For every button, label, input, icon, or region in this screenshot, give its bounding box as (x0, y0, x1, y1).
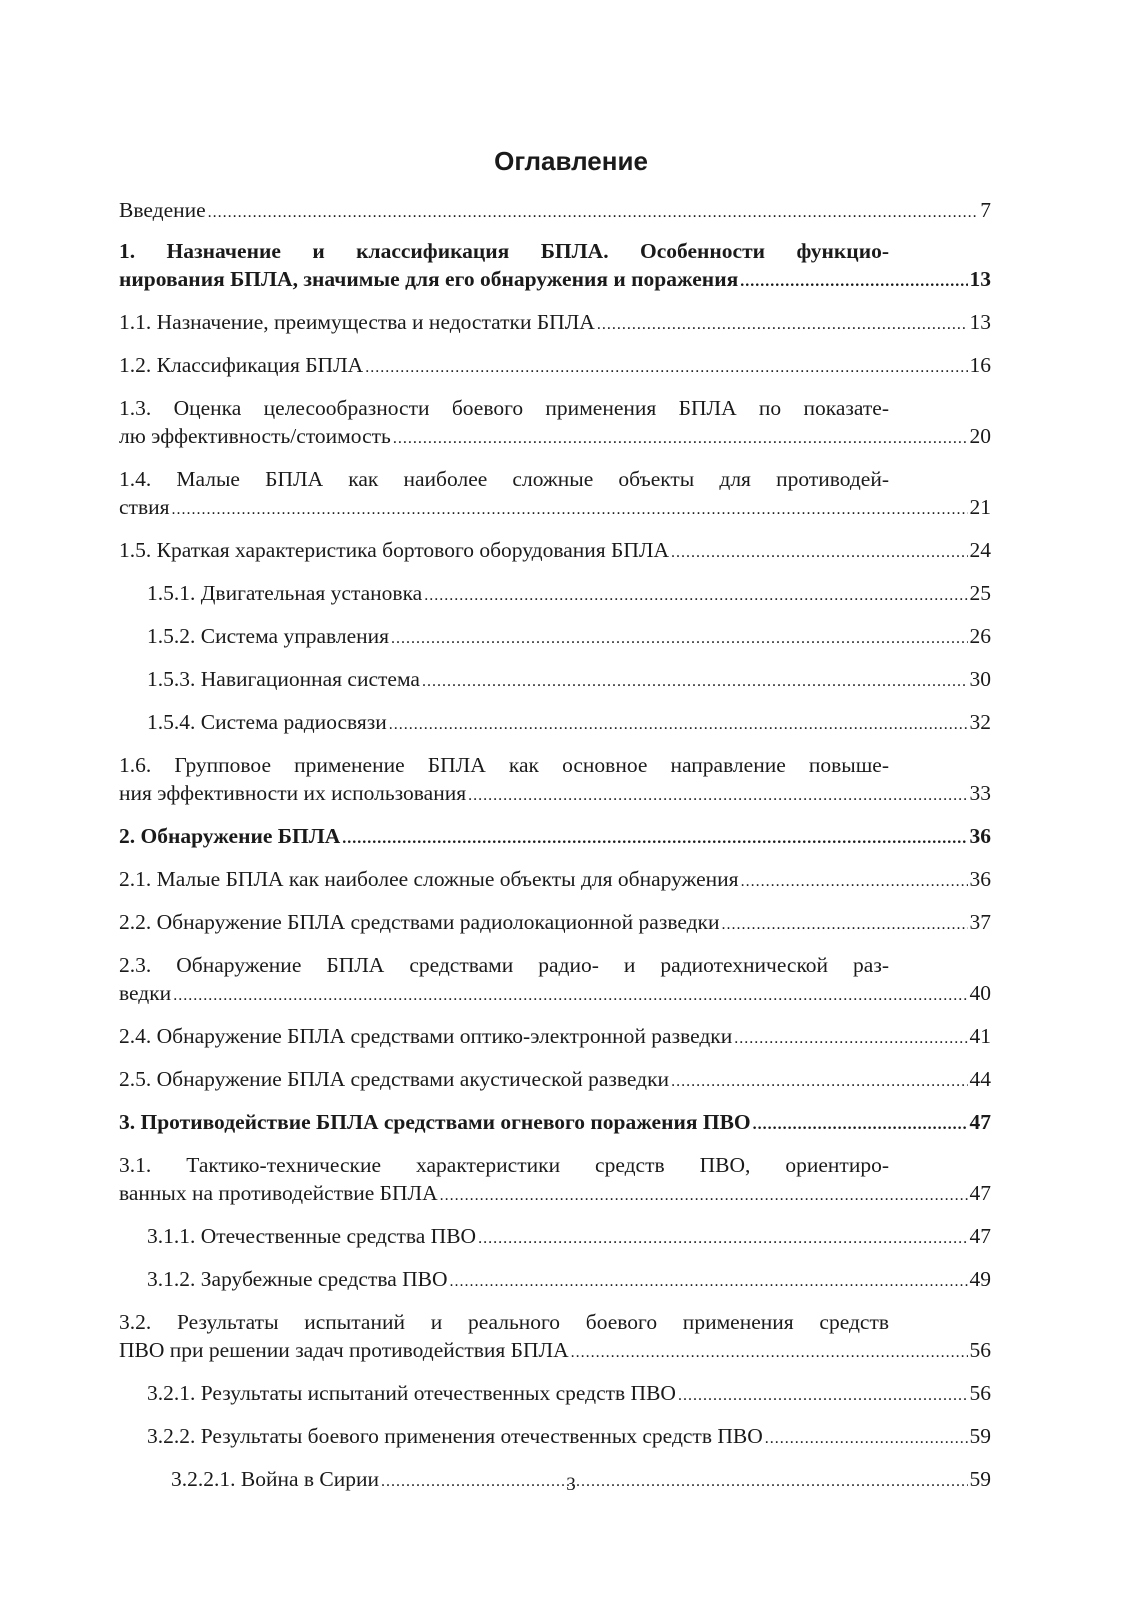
toc-entry-text: 1.6. Групповое применение БПЛА как основное направление повыше- (119, 753, 889, 777)
toc-page-number: 24 (969, 538, 991, 562)
toc-entry[interactable] (119, 1022, 991, 1053)
dot-leader (671, 536, 967, 567)
toc-page-number: 7 (980, 198, 991, 222)
toc-page-number: 13 (969, 310, 991, 334)
toc-page-number: 16 (969, 353, 991, 377)
toc-entry-text: 1.4. Малые БПЛА как наиболее сложные объекты для противодей- (119, 467, 889, 491)
dot-leader (173, 979, 967, 1010)
toc-page-number: 44 (969, 1067, 991, 1091)
toc-entry[interactable] (119, 465, 991, 524)
toc-entry[interactable] (119, 908, 991, 939)
toc-entry-line (119, 422, 991, 453)
toc-entry-text: 3.1.2. Зарубежные средства ПВО (147, 1267, 448, 1291)
dot-leader (172, 493, 968, 524)
page-number: 3 (566, 1474, 576, 1495)
toc-entry-text: лю эффективность/стоимость (119, 424, 391, 448)
toc-page-number: 59 (969, 1424, 991, 1448)
toc-entry-text: 1.5. Краткая характеристика бортового оборудования БПЛА (119, 538, 670, 562)
dot-leader (391, 622, 967, 653)
toc-entry[interactable] (119, 951, 991, 1010)
toc-entry-line (147, 665, 991, 696)
toc-entry-line (119, 1065, 991, 1096)
toc-page-number: 59 (969, 1467, 991, 1491)
toc-entry-line (119, 1336, 991, 1367)
toc-entry-text: 3.1. Тактико-технические характеристики средств ПВО, ориентиро- (119, 1153, 889, 1177)
toc-page-number: 36 (969, 824, 991, 848)
toc-entry-line (119, 1108, 991, 1139)
toc-entry[interactable] (119, 865, 991, 896)
toc-entry[interactable] (119, 1265, 991, 1296)
toc-page-number: 47 (969, 1181, 991, 1205)
page-title: Оглавление (494, 146, 648, 176)
toc-entry[interactable] (119, 1222, 991, 1253)
toc-entry[interactable] (119, 308, 991, 339)
toc-entry-line (147, 622, 991, 653)
dot-leader (440, 1179, 968, 1210)
toc-page-number: 21 (969, 495, 991, 519)
toc-entry-text: 3.2.1. Результаты испытаний отечественных средств ПВО (147, 1381, 676, 1405)
toc-entry-text: ПВО при решении задач противодействия БПЛА (119, 1338, 569, 1362)
toc-entry[interactable] (119, 822, 991, 853)
toc-page-number: 47 (969, 1224, 991, 1248)
dot-leader (678, 1379, 968, 1410)
toc-page-number: 40 (969, 981, 991, 1005)
toc-entry-line (147, 1222, 991, 1253)
toc-entry-text: 3.1.1. Отечественные средства ПВО (147, 1224, 477, 1248)
toc-entry-text: 2.2. Обнаружение БПЛА средствами радиолокационной разведки (119, 910, 720, 934)
toc-entry-text: ствия (119, 495, 170, 519)
dot-leader (365, 351, 967, 382)
dot-leader (597, 308, 968, 339)
toc-entry-line (119, 308, 991, 339)
toc-entry-text: 2.4. Обнаружение БПЛА средствами оптико-электронной разведки (119, 1024, 733, 1048)
toc-entry[interactable] (119, 351, 991, 382)
dot-leader (208, 196, 979, 227)
toc-entry-text: 2.1. Малые БПЛА как наиболее сложные объекты для обнаружения (119, 867, 739, 891)
toc-entry[interactable] (119, 237, 991, 296)
toc-entry-text: 1.5.3. Навигационная система (147, 667, 420, 691)
toc-entry[interactable] (119, 1108, 991, 1139)
dot-leader (424, 579, 967, 610)
toc-entry[interactable] (119, 1065, 991, 1096)
toc-entry-line (147, 1422, 991, 1453)
toc-entry[interactable] (119, 1422, 991, 1453)
dot-leader (753, 1108, 968, 1139)
toc-entry-text: 3.2. Результаты испытаний и реального боевого применения средств (119, 1310, 889, 1334)
dot-leader (342, 822, 967, 853)
toc-entry-line (147, 1379, 991, 1410)
dot-leader (478, 1222, 967, 1253)
toc-page-number: 25 (969, 581, 991, 605)
toc-entry-line (119, 196, 991, 227)
toc-entry-line (119, 351, 991, 382)
dot-leader (389, 708, 968, 739)
toc-entry[interactable] (119, 1151, 991, 1210)
dot-leader (422, 665, 968, 696)
toc-entry-text: ния эффективности их использования (119, 781, 467, 805)
toc-entry-text: 1.5.4. Система радиосвязи (147, 710, 387, 734)
toc-page-number: 36 (969, 867, 991, 891)
dot-leader (740, 265, 967, 296)
toc-page-number: 41 (969, 1024, 991, 1048)
toc-entry-line (147, 708, 991, 739)
toc-entry-text: 2. Обнаружение БПЛА (119, 824, 341, 848)
toc-entry-text: 2.3. Обнаружение БПЛА средствами радио- и радиотехнической раз- (119, 953, 889, 977)
toc-entry-text: нирования БПЛА, значимые для его обнаружения и поражения (119, 267, 739, 291)
toc-page-number: 20 (969, 424, 991, 448)
toc-entry-line (119, 1022, 991, 1053)
toc-page-number: 49 (969, 1267, 991, 1291)
toc-entry-text: ванных на противодействие БПЛА (119, 1181, 438, 1205)
toc-page-number: 33 (969, 781, 991, 805)
toc-entry-line (119, 1179, 991, 1210)
table-of-contents (119, 196, 991, 1508)
toc-entry[interactable] (119, 579, 991, 610)
toc-page-number: 32 (969, 710, 991, 734)
toc-entry-line (119, 865, 991, 896)
toc-page-number: 30 (969, 667, 991, 691)
toc-entry-line (119, 779, 991, 810)
toc-page-number: 13 (969, 267, 991, 291)
toc-entry-line (119, 979, 991, 1010)
toc-entry[interactable] (119, 196, 991, 227)
toc-entry-text: 1.2. Классификация БПЛА (119, 353, 364, 377)
dot-leader (468, 779, 967, 810)
toc-entry[interactable] (119, 394, 991, 453)
toc-entry[interactable] (119, 708, 991, 739)
toc-entry-text: 1. Назначение и классификация БПЛА. Особенности функцио- (119, 239, 889, 263)
toc-entry-line (147, 1265, 991, 1296)
dot-leader (393, 422, 968, 453)
toc-entry-text: 1.3. Оценка целесообразности боевого применения БПЛА по показате- (119, 396, 889, 420)
toc-entry-text: 3.2.2. Результаты боевого применения отечественных средств ПВО (147, 1424, 763, 1448)
toc-page-number: 47 (969, 1110, 991, 1134)
dot-leader (741, 865, 968, 896)
toc-page-number: 37 (969, 910, 991, 934)
dot-leader (765, 1422, 968, 1453)
toc-entry[interactable] (119, 1308, 991, 1367)
toc-entry[interactable] (119, 536, 991, 567)
dot-leader (671, 1065, 967, 1096)
toc-entry-text: 1.5.1. Двигательная установка (147, 581, 423, 605)
toc-entry-text: 1.1. Назначение, преимущества и недостатки БПЛА (119, 310, 595, 334)
toc-entry-text: 3. Противодействие БПЛА средствами огневого поражения ПВО (119, 1110, 751, 1134)
toc-entry-line (119, 536, 991, 567)
toc-entry-line (119, 493, 991, 524)
toc-entry-line (119, 265, 991, 296)
toc-page-number: 56 (969, 1381, 991, 1405)
dot-leader (722, 908, 968, 939)
toc-entry[interactable] (119, 751, 991, 810)
toc-entry-line (119, 822, 991, 853)
toc-entry-line (119, 908, 991, 939)
toc-entry[interactable] (119, 665, 991, 696)
toc-entry-text: 1.5.2. Система управления (147, 624, 390, 648)
toc-entry-text: Введение (119, 198, 206, 222)
toc-entry-text: 2.5. Обнаружение БПЛА средствами акустической разведки (119, 1067, 670, 1091)
toc-page-number: 26 (969, 624, 991, 648)
dot-leader (450, 1265, 968, 1296)
dot-leader (734, 1022, 967, 1053)
toc-entry-text: ведки (119, 981, 172, 1005)
toc-entry-line (147, 579, 991, 610)
toc-entry-text: 3.2.2.1. Война в Сирии (171, 1467, 380, 1491)
toc-entry[interactable] (119, 622, 991, 653)
toc-entry[interactable] (119, 1379, 991, 1410)
dot-leader (571, 1336, 968, 1367)
toc-page-number: 56 (969, 1338, 991, 1362)
